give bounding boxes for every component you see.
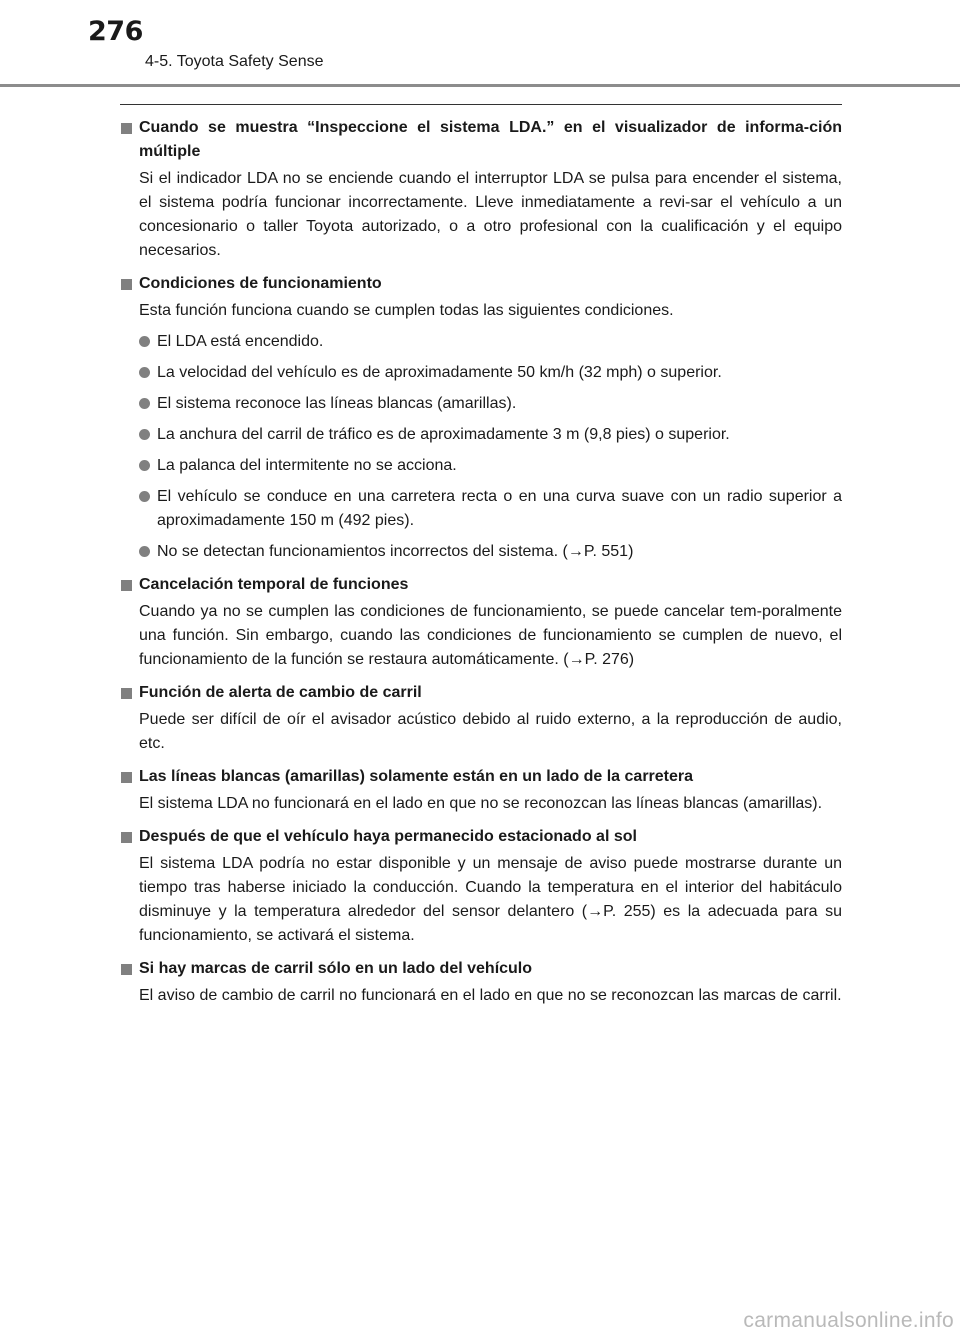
section-heading (120, 573, 842, 597)
circle-bullet-icon (139, 460, 150, 471)
page-number: 276 (88, 16, 143, 47)
section-operating-conditions (120, 272, 842, 564)
section-temporary-cancel (120, 573, 842, 672)
list-item (120, 392, 842, 416)
square-bullet-icon (121, 123, 132, 134)
list-item (120, 361, 842, 385)
circle-bullet-icon (139, 398, 150, 409)
section-parked-in-sun (120, 825, 842, 948)
section-heading (120, 116, 842, 164)
list-item (120, 423, 842, 447)
square-bullet-icon (121, 772, 132, 783)
heading-text: Si hay marcas de carril sólo en un lado del vehículo (139, 960, 533, 977)
section-marks-one-side (120, 957, 842, 1008)
list-item (120, 330, 842, 354)
section-paragraph: El sistema LDA no funcionará en el lado en que no se reconozcan las líneas blancas (amarillas). (139, 795, 823, 812)
page-header (0, 0, 960, 90)
section-paragraph: Si el indicador LDA no se enciende cuando el interruptor LDA se pulsa para encender el sistema, el sistema podría funcionar incorrectamente. Lleve inmediatamente a revi-sar el vehículo a un concesionario o taller Toyota autorizado, o a otro profesional con la cualificación y el equipo necesarios. (139, 170, 842, 259)
section-inspection-message (120, 116, 842, 263)
square-bullet-icon (121, 688, 132, 699)
conditions-list (120, 330, 842, 564)
circle-bullet-icon (139, 491, 150, 502)
circle-bullet-icon (139, 546, 150, 557)
heading-text: Las líneas blancas (amarillas) solamente están en un lado de la carretera (139, 768, 694, 785)
circle-bullet-icon (139, 336, 150, 347)
list-item-text: La palanca del intermitente no se acciona. (157, 457, 457, 474)
section-lane-change-alert (120, 681, 842, 756)
section-heading (120, 765, 842, 789)
heading-text: Función de alerta de cambio de carril (139, 684, 422, 701)
heading-text: Cuando se muestra “Inspeccione el sistema LDA.” en el visualizador de informa-ción múltiple (139, 119, 842, 160)
header-divider (0, 84, 960, 87)
list-item (120, 540, 842, 564)
section-heading (120, 272, 842, 296)
list-item-text: El vehículo se conduce en una carretera recta o en una curva suave con un radio superior a aproximadamente 150 m (492 pies). (157, 488, 842, 529)
list-item-text: No se detectan funcionamientos incorrectos del sistema. (→P. 551) (157, 543, 634, 560)
section-paragraph: El aviso de cambio de carril no funcionará en el lado en que no se reconozcan las marcas de carril. (139, 987, 842, 1004)
heading-text: Después de que el vehículo haya permanecido estacionado al sol (139, 828, 637, 845)
section-lines-one-side (120, 765, 842, 816)
circle-bullet-icon (139, 367, 150, 378)
list-item-text: La velocidad del vehículo es de aproximadamente 50 km/h (32 mph) o superior. (157, 364, 722, 381)
heading-text: Condiciones de funcionamiento (139, 275, 382, 292)
list-item-text: El LDA está encendido. (157, 333, 324, 350)
square-bullet-icon (121, 279, 132, 290)
list-item-text: La anchura del carril de tráfico es de aproximadamente 3 m (9,8 pies) o superior. (157, 426, 730, 443)
list-item (120, 454, 842, 478)
watermark: carmanualsonline.info (743, 1309, 954, 1332)
section-heading (120, 825, 842, 849)
square-bullet-icon (121, 832, 132, 843)
square-bullet-icon (121, 964, 132, 975)
section-heading (120, 957, 842, 981)
section-paragraph: El sistema LDA podría no estar disponible y un mensaje de aviso puede mostrarse durante un tiempo tras haberse iniciado la conducción. Cuando la temperatura en el interior del habitáculo disminuye y la temperatura alrededor del sensor delantero (→P. 255) es la adecuada para su funcionamiento, se activará el sistema. (139, 855, 842, 944)
section-paragraph: Esta función funciona cuando se cumplen todas las siguientes condiciones. (139, 302, 674, 319)
section-paragraph: Puede ser difícil de oír el avisador acústico debido al ruido externo, a la reproducción de audio, etc. (139, 711, 842, 752)
section-paragraph: Cuando ya no se cumplen las condiciones de funcionamiento, se puede cancelar tem-poralmente una función. Sin embargo, cuando las condiciones de funcionamiento se cumplen de nuevo, el funcionamiento de la función se restaura automáticamente. (→P. 276) (139, 603, 842, 668)
square-bullet-icon (121, 580, 132, 591)
manual-content (120, 116, 842, 1017)
circle-bullet-icon (139, 429, 150, 440)
section-title: 4-5. Toyota Safety Sense (145, 53, 324, 70)
content-divider (120, 104, 842, 105)
section-heading (120, 681, 842, 705)
list-item (120, 485, 842, 533)
heading-text: Cancelación temporal de funciones (139, 576, 409, 593)
list-item-text: El sistema reconoce las líneas blancas (amarillas). (157, 395, 517, 412)
